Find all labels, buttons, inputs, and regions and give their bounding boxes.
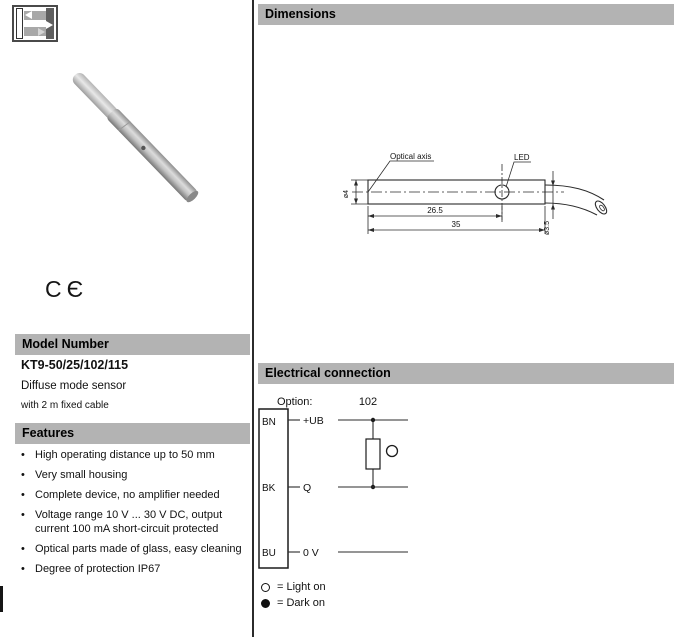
- total-length-label: 35: [451, 220, 461, 229]
- diffuse-sensor-icon: [12, 5, 58, 42]
- wire-code-bu: BU: [262, 548, 276, 559]
- feature-item: [21, 543, 245, 557]
- led-label: LED: [514, 153, 530, 162]
- column-divider: [252, 0, 254, 637]
- bullet-icon: •: [21, 509, 25, 521]
- electrical-connection-header: Electrical connection: [258, 363, 674, 384]
- product-type: Diffuse mode sensor: [21, 380, 127, 392]
- feature-item: [21, 509, 245, 536]
- product-photo: [30, 60, 230, 240]
- page-edge-mark: [0, 586, 3, 612]
- option-label: Option:: [277, 396, 313, 408]
- bullet-icon: •: [21, 562, 25, 575]
- wire-code-bk: BK: [262, 483, 276, 494]
- load-resistor: [366, 439, 380, 469]
- arrow-left-icon: [25, 11, 32, 19]
- led-distance-label: 26.5: [427, 206, 443, 215]
- arrow-right-icon: [38, 28, 45, 36]
- wiring-diagram: [256, 389, 556, 581]
- legend-dark-on: [261, 595, 326, 611]
- ce-mark: CЄ: [45, 276, 89, 302]
- signal-0v: 0 V: [303, 547, 319, 559]
- body-diameter-label: ø4: [343, 189, 350, 199]
- legend-text: = Dark on: [277, 597, 325, 609]
- feature-text: Voltage range 10 V ... 30 V DC, output current 100 mA short-circuit protected: [35, 509, 223, 535]
- signal-q: Q: [303, 482, 312, 494]
- output-legend: [261, 579, 326, 611]
- features-list: [21, 449, 245, 583]
- features-header: Features: [15, 423, 250, 444]
- light-on-circle-icon: [261, 583, 270, 592]
- cable-outline: [545, 185, 604, 200]
- signal-ub: +UB: [303, 415, 324, 427]
- cable-note: with 2 m fixed cable: [21, 400, 109, 411]
- legend-light-on: [261, 579, 326, 595]
- model-number-header: Model Number: [15, 334, 250, 355]
- feature-item: [21, 489, 245, 503]
- bullet-icon: •: [21, 449, 25, 461]
- feature-text: Complete device, no amplifier needed: [35, 489, 220, 501]
- bullet-icon: •: [21, 489, 25, 501]
- feature-item: [21, 449, 245, 463]
- dimensions-header: Dimensions: [258, 4, 674, 25]
- feature-text: Degree of protection IP67: [35, 562, 161, 575]
- cable-diameter-label: ø3.5: [544, 220, 551, 236]
- feature-item: [21, 469, 245, 483]
- light-on-symbol: [387, 446, 398, 457]
- legend-text: = Light on: [277, 581, 326, 593]
- feature-text: High operating distance up to 50 mm: [35, 449, 215, 461]
- bullet-icon: •: [21, 542, 25, 555]
- optical-axis-label: Optical axis: [390, 152, 432, 161]
- feature-text: Optical parts made of glass, easy cleaning: [35, 542, 242, 555]
- feature-item: [21, 563, 245, 577]
- sensor-face-bar: [16, 8, 23, 39]
- feature-text: Very small housing: [35, 469, 128, 481]
- option-value: 102: [358, 396, 378, 408]
- wire-code-bn: BN: [262, 417, 276, 428]
- sensor-body: [106, 107, 199, 202]
- bullet-icon: •: [21, 469, 25, 481]
- model-number-value: KT9-50/25/102/115: [21, 358, 129, 372]
- dimension-drawing: [338, 142, 650, 244]
- dark-on-circle-icon: [261, 599, 270, 608]
- arrow-mid-icon: [46, 21, 53, 29]
